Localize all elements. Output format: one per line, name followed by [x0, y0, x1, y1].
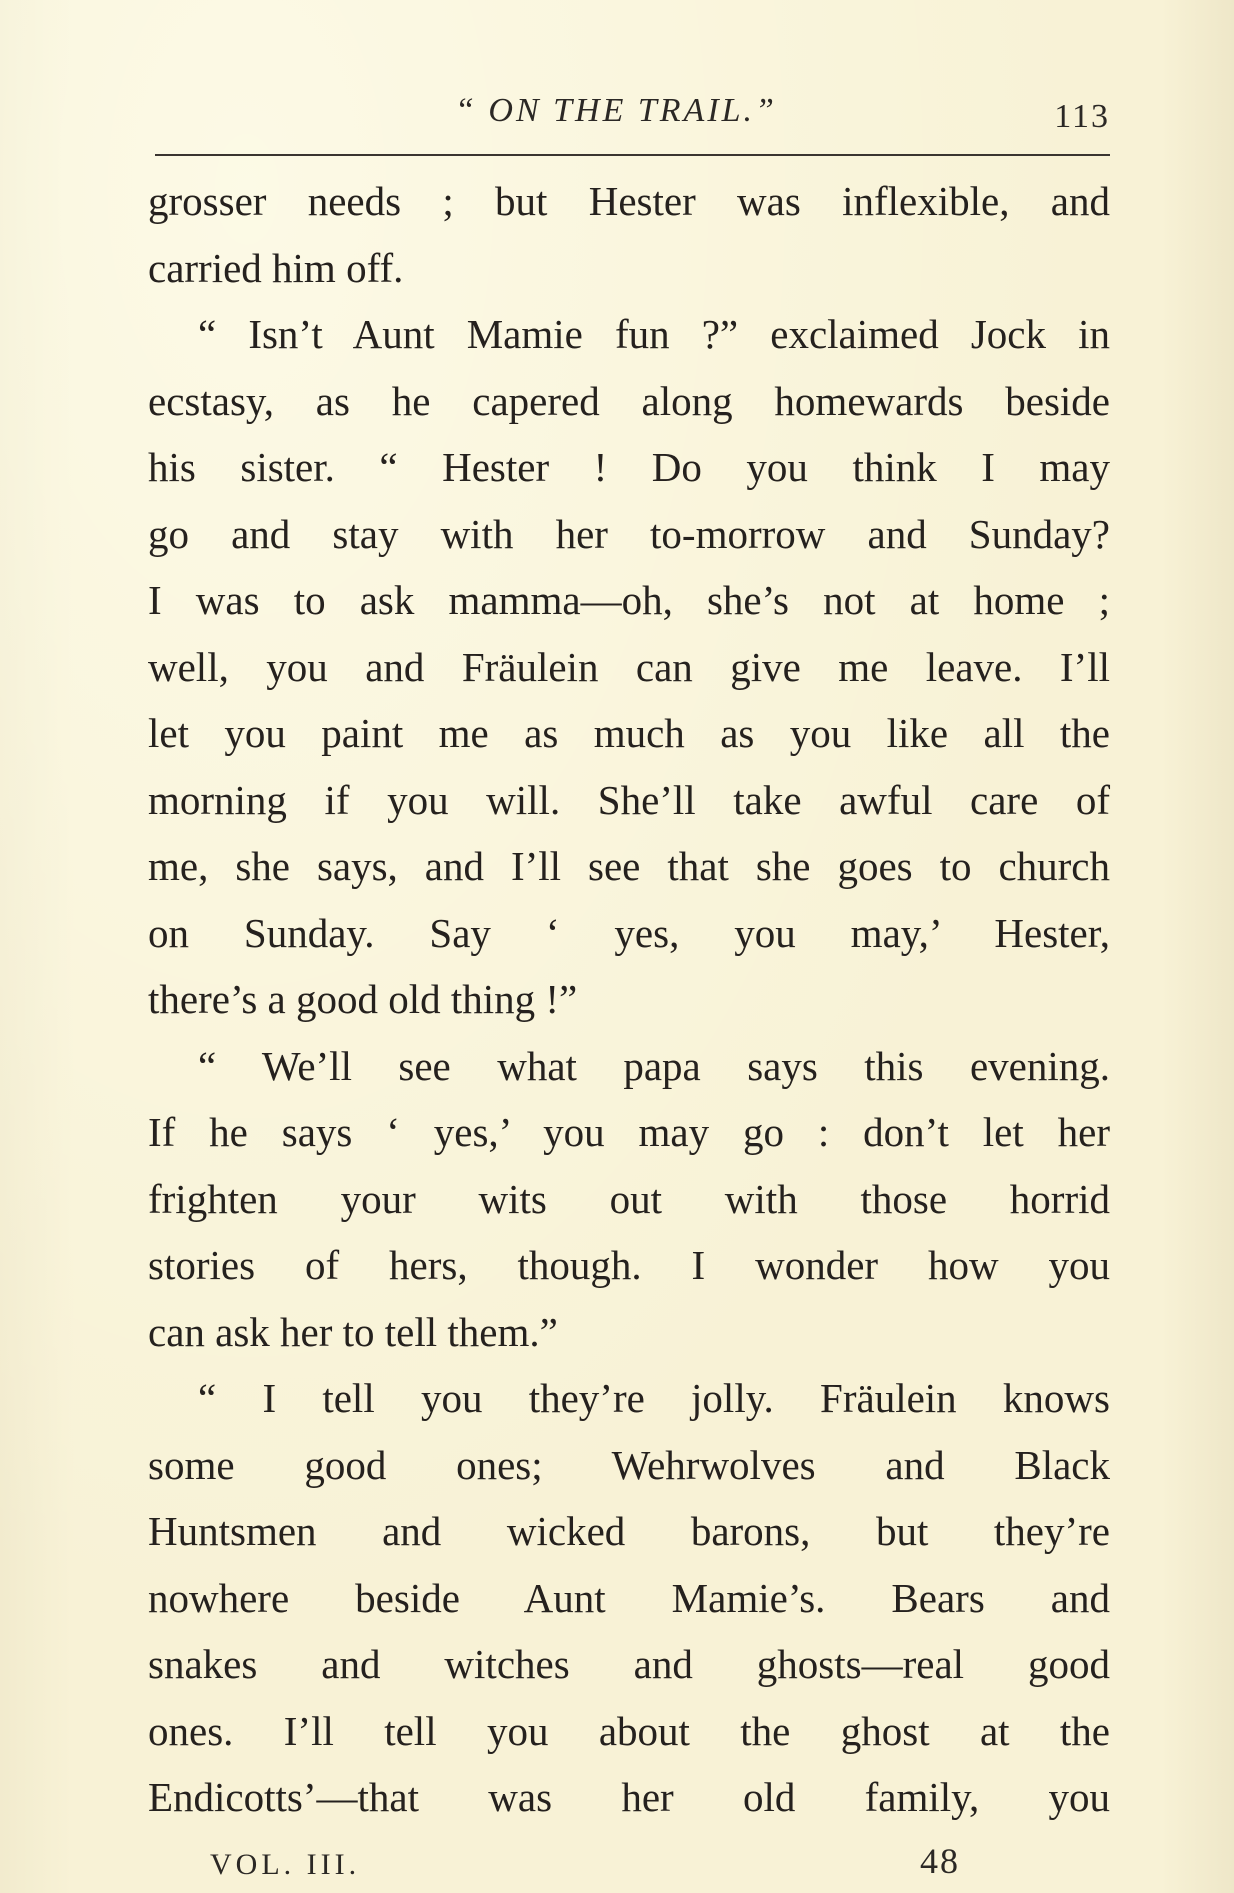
text-line: “ Isn’t Aunt Mamie fun ?” exclaimed Jock in: [198, 311, 1110, 357]
text-line: well, you and Fräulein can give me leave. I’ll: [148, 643, 1110, 690]
text-line: ones. I’ll tell you about the ghost at the: [148, 1707, 1110, 1754]
body-text: [148, 168, 1110, 1831]
page-number: 113: [1054, 98, 1110, 135]
text-line: some good ones; Wehrwolves and Black: [148, 1441, 1110, 1488]
text-line: “ I tell you they’re jolly. Fräulein knows: [198, 1375, 1110, 1421]
sheet-signature: 48: [920, 1841, 960, 1881]
text-line: his sister. “ Hester ! Do you think I may: [148, 444, 1110, 490]
text-line: snakes and witches and ghosts—real good: [148, 1641, 1110, 1687]
text-line: If he says ‘ yes,’ you may go : don’t let her: [148, 1109, 1110, 1155]
running-title: “ ON THE TRAIL.”: [455, 92, 777, 129]
text-line: “ We’ll see what papa says this evening.: [198, 1042, 1110, 1089]
text-line: go and stay with her to-morrow and Sunday?: [148, 510, 1110, 557]
volume-signature: VOL. III.: [210, 1848, 361, 1881]
text-line: ecstasy, as he capered along homewards beside: [148, 377, 1110, 424]
text-line: can ask her to tell them.”: [148, 1308, 558, 1355]
text-line: morning if you will. She’ll take awful care of: [148, 776, 1110, 823]
header-rule: [155, 154, 1110, 156]
text-line: I was to ask mamma—oh, she’s not at home ;: [148, 577, 1110, 623]
page-footer: [210, 1840, 960, 1890]
text-line: Endicotts’—that was her old family, you: [148, 1774, 1110, 1820]
text-line: carried him off.: [148, 244, 404, 291]
text-line: frighten your wits out with those horrid: [148, 1175, 1110, 1222]
text-line: grosser needs ; but Hester was inflexible, and: [148, 178, 1110, 224]
page-header: [155, 92, 1110, 152]
text-line: me, she says, and I’ll see that she goes to church: [148, 843, 1110, 889]
text-line: there’s a good old thing !”: [148, 976, 578, 1022]
text-line: nowhere beside Aunt Mamie’s. Bears and: [148, 1574, 1110, 1621]
text-line: stories of hers, though. I wonder how you: [148, 1242, 1110, 1288]
text-line: on Sunday. Say ‘ yes, you may,’ Hester,: [148, 909, 1110, 956]
text-line: let you paint me as much as you like all the: [148, 710, 1110, 756]
text-line: Huntsmen and wicked barons, but they’re: [148, 1508, 1110, 1554]
